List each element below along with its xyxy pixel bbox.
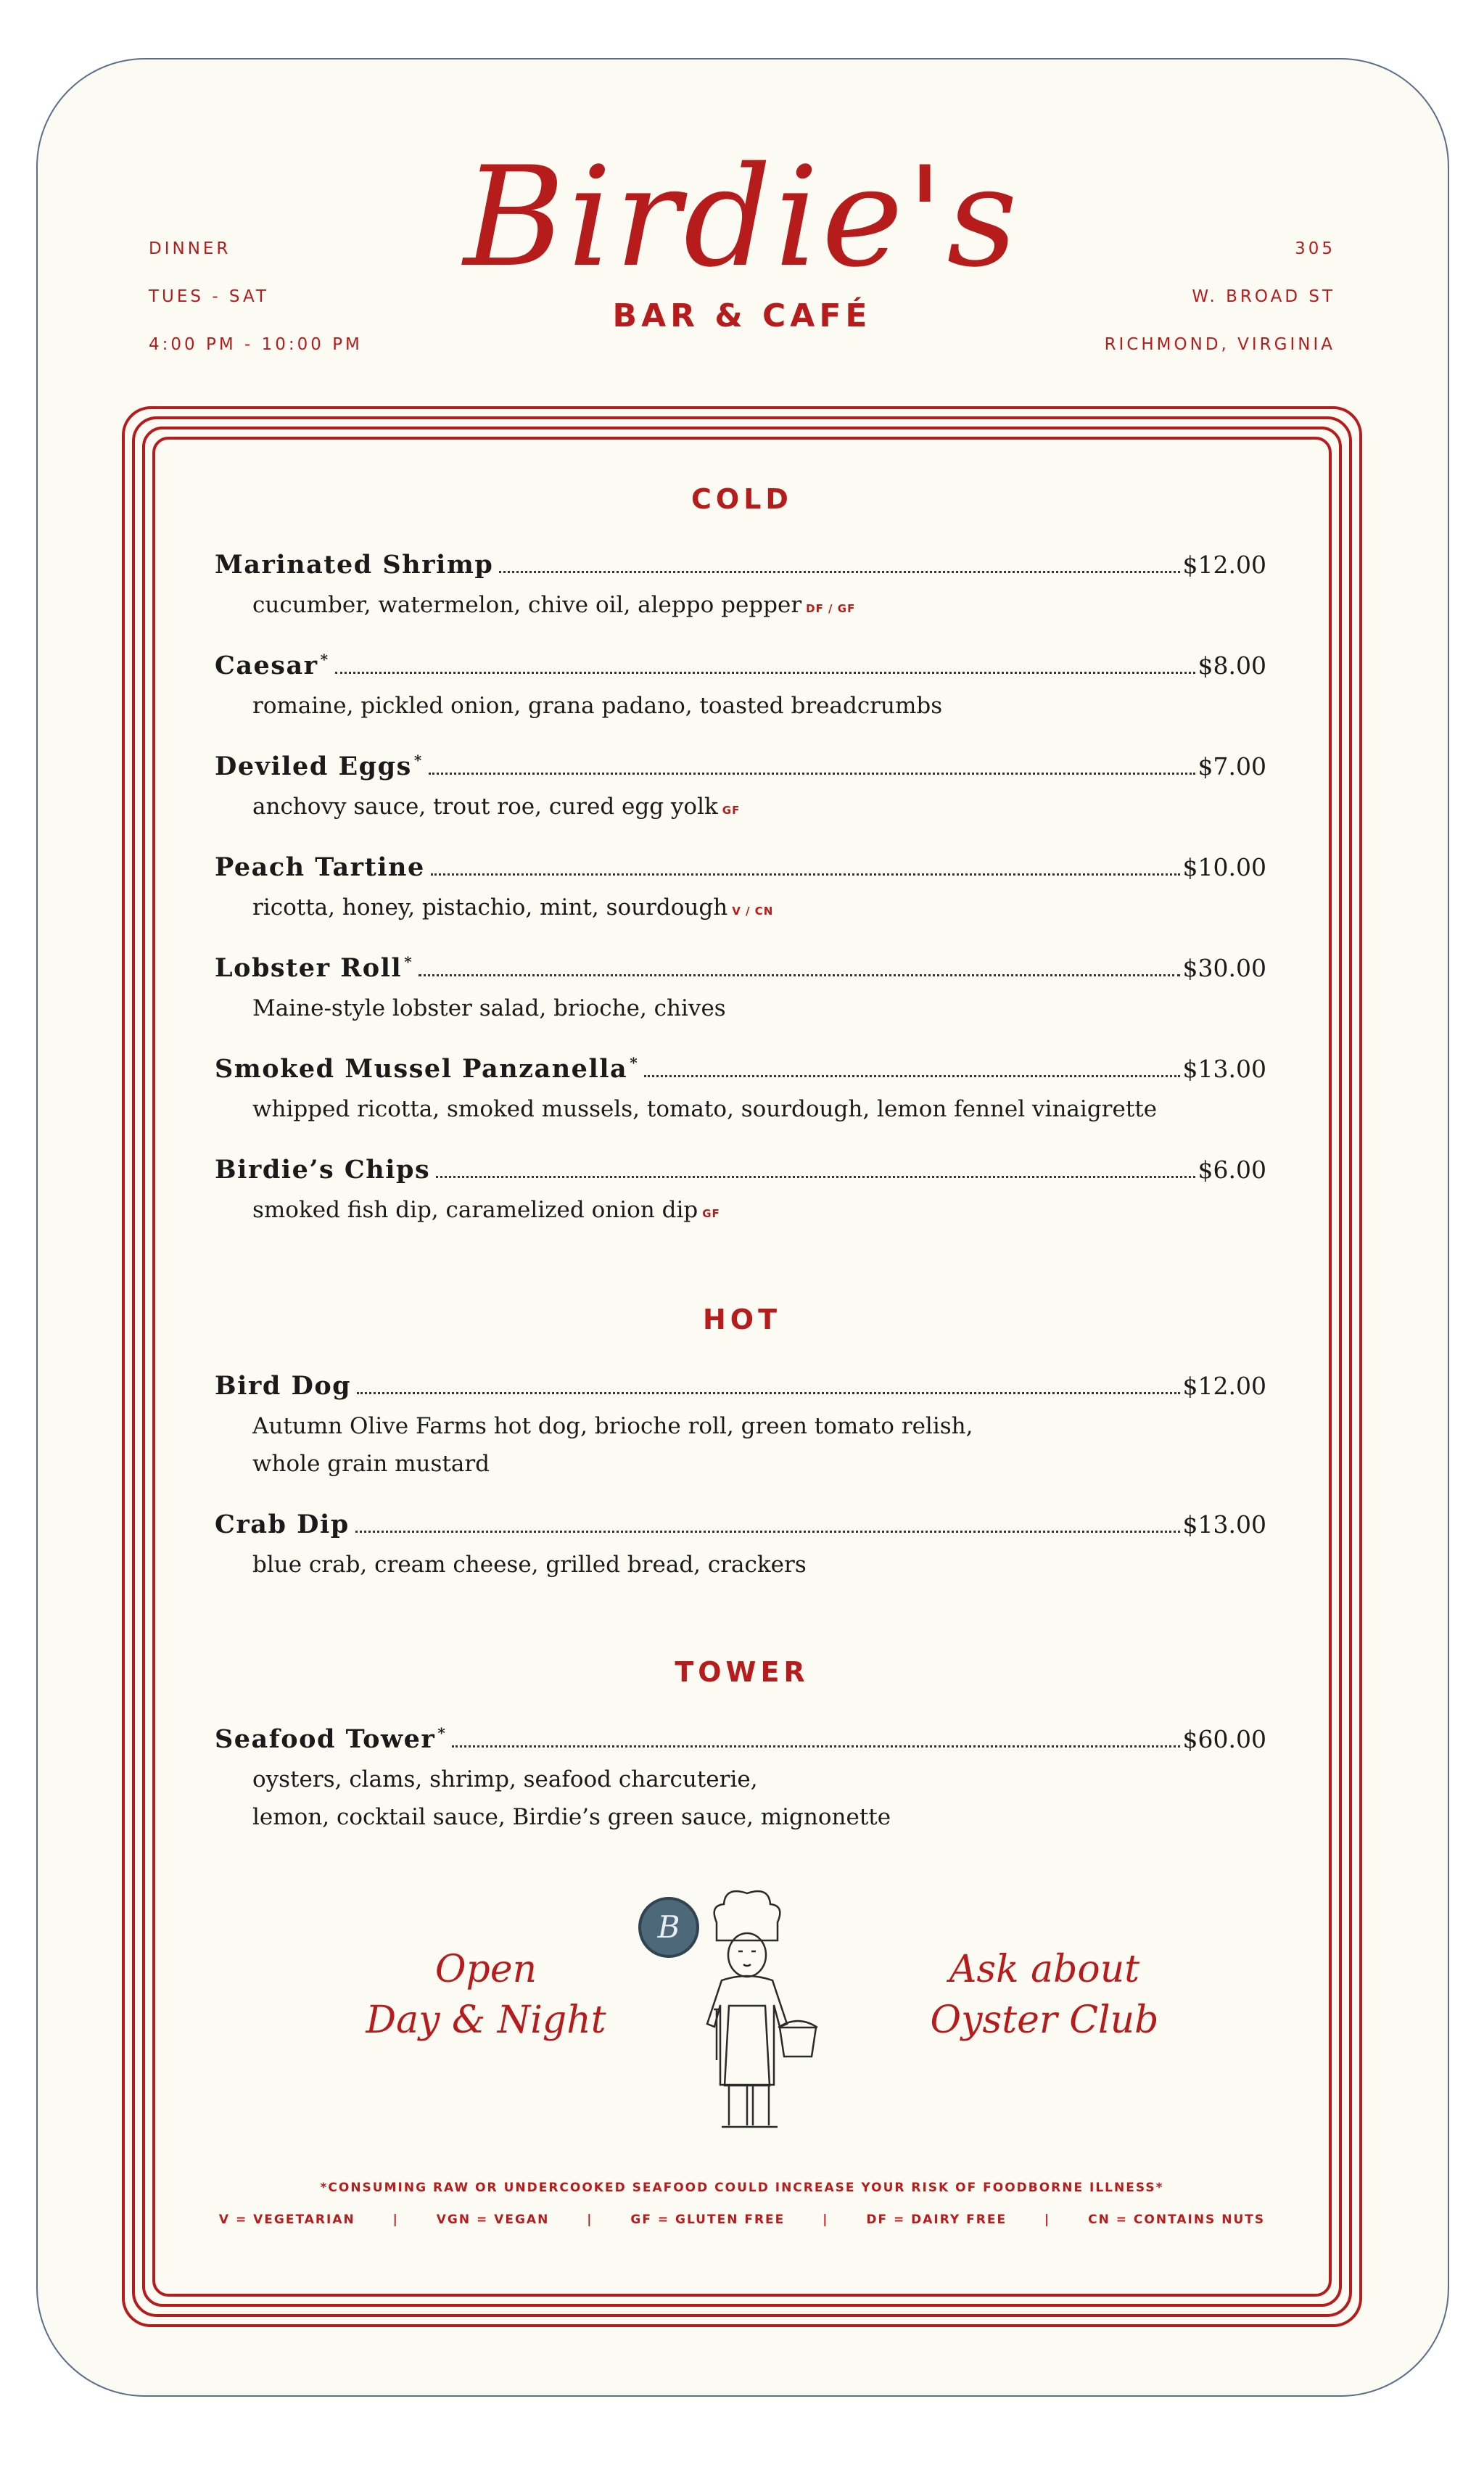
menu-item <box>215 550 1266 627</box>
logo-badge <box>638 1897 699 1958</box>
address-street: W. BROAD ST <box>1192 287 1335 306</box>
dot-leader <box>644 1075 1179 1077</box>
diet-tag: V / CN <box>732 905 774 918</box>
menu-item <box>215 1724 1266 1836</box>
item-price: $6.00 <box>1197 1156 1266 1184</box>
raw-warning-star: * <box>437 1724 447 1742</box>
item-price: $13.00 <box>1182 1510 1266 1539</box>
item-name: Marinated Shrimp <box>215 550 494 580</box>
menu-item-head <box>215 1371 1266 1407</box>
item-name: Birdie’s Chips <box>215 1155 431 1185</box>
item-description-text: cucumber, watermelon, chive oil, aleppo pepper <box>252 592 802 618</box>
menu-item <box>215 1510 1266 1584</box>
item-name: Peach Tartine <box>215 852 425 882</box>
diet-tag: GF <box>702 1207 720 1220</box>
dot-leader <box>335 672 1195 674</box>
item-name: Smoked Mussel Panzanella * <box>215 1054 639 1084</box>
logo-subtitle: BAR & CAFÉ <box>612 297 872 334</box>
legend-separator: | <box>392 2212 399 2227</box>
item-price: $12.00 <box>1182 551 1266 579</box>
promo-line: Ask about <box>949 1948 1140 1991</box>
menu-item-head <box>215 1155 1266 1191</box>
item-description-text: whipped ricotta, smoked mussels, tomato, sourdough, lemon fennel vinaigrette <box>252 1096 1158 1122</box>
item-description <box>215 1407 1266 1483</box>
item-description <box>215 1546 1266 1584</box>
menu-item <box>215 651 1266 725</box>
dot-leader <box>419 974 1179 976</box>
dot-leader <box>499 571 1179 573</box>
diet-legend <box>0 2212 1484 2227</box>
item-name: Seafood Tower * <box>215 1724 447 1754</box>
badge-letter: B <box>657 1909 680 1945</box>
dot-leader <box>431 873 1180 876</box>
menu-item-head <box>215 953 1266 989</box>
item-price: $7.00 <box>1197 752 1266 781</box>
hours-days: TUES - SAT <box>149 287 269 306</box>
diet-tag: DF / GF <box>806 602 856 615</box>
promo-open-day-night <box>341 1944 631 2046</box>
legend-entry: V = VEGETARIAN <box>218 2212 355 2227</box>
item-description <box>215 1090 1266 1128</box>
item-description <box>215 788 1266 829</box>
menu-item <box>215 1155 1266 1232</box>
hours-time: 4:00 PM - 10:00 PM <box>149 335 363 354</box>
foodborne-warning: *CONSUMING RAW OR UNDERCOOKED SEAFOOD COULD INCREASE YOUR RISK OF FOODBORNE ILLNESS* <box>320 2181 1164 2195</box>
menu-item-head <box>215 852 1266 889</box>
legend-entry: GF = GLUTEN FREE <box>630 2212 786 2227</box>
item-name: Crab Dip <box>215 1510 350 1539</box>
menu-item-head <box>215 651 1266 687</box>
hours-meal: DINNER <box>149 239 231 258</box>
promo-line: Oyster Club <box>930 1998 1159 2042</box>
address-number: 305 <box>1295 239 1335 258</box>
item-name: Bird Dog <box>215 1371 352 1401</box>
item-name: Caesar * <box>215 651 329 680</box>
item-description-line: Autumn Olive Farms hot dog, brioche roll, green tomato relish, <box>252 1413 973 1439</box>
section-title-cold: COLD <box>691 483 793 515</box>
raw-warning-star: * <box>413 752 423 770</box>
item-description-line: lemon, cocktail sauce, Birdie’s green sauce, mignonette <box>252 1804 891 1830</box>
item-price: $12.00 <box>1182 1372 1266 1400</box>
item-description-text: anchovy sauce, trout roe, cured egg yolk <box>252 794 718 820</box>
legend-entry: DF = DAIRY FREE <box>866 2212 1007 2227</box>
menu-item <box>215 752 1266 829</box>
item-description <box>215 989 1266 1027</box>
menu-item-head <box>215 550 1266 586</box>
item-name: Lobster Roll * <box>215 953 413 983</box>
item-description <box>215 1761 1266 1836</box>
item-description <box>215 1191 1266 1232</box>
menu-item <box>215 953 1266 1027</box>
item-description <box>215 586 1266 627</box>
item-description <box>215 687 1266 725</box>
menu-item-head <box>215 1054 1266 1090</box>
promo-oyster-club <box>899 1944 1190 2046</box>
dot-leader <box>452 1745 1179 1747</box>
menu-item <box>215 852 1266 930</box>
menu-item-head <box>215 1724 1266 1761</box>
raw-warning-star: * <box>320 651 329 669</box>
logo-wordmark: Birdie's <box>463 137 1021 297</box>
promo-line: Open <box>434 1948 537 1991</box>
item-description-text: Maine-style lobster salad, brioche, chives <box>252 995 726 1021</box>
address-city: RICHMOND, VIRGINIA <box>1104 335 1335 354</box>
item-price: $8.00 <box>1197 651 1266 680</box>
section-title-tower: TOWER <box>675 1656 809 1688</box>
item-description-text: ricotta, honey, pistachio, mint, sourdough <box>252 894 728 921</box>
dot-leader <box>429 773 1195 775</box>
item-description-text: romaine, pickled onion, grana padano, toasted breadcrumbs <box>252 693 943 719</box>
legend-entry: CN = CONTAINS NUTS <box>1088 2212 1266 2227</box>
item-description-line: oysters, clams, shrimp, seafood charcuterie, <box>252 1766 758 1792</box>
item-price: $13.00 <box>1182 1055 1266 1083</box>
menu-item <box>215 1371 1266 1483</box>
item-description-line: whole grain mustard <box>252 1451 490 1477</box>
menu-item-head <box>215 1510 1266 1546</box>
dot-leader <box>357 1392 1179 1394</box>
legend-separator: | <box>823 2212 829 2227</box>
legend-separator: | <box>587 2212 593 2227</box>
item-name: Deviled Eggs * <box>215 752 423 781</box>
menu-item-head <box>215 752 1266 788</box>
diet-tag: GF <box>722 804 741 817</box>
dot-leader <box>355 1531 1180 1533</box>
promo-line: Day & Night <box>366 1998 606 2042</box>
dot-leader <box>436 1176 1195 1178</box>
legend-separator: | <box>1044 2212 1051 2227</box>
item-description-text: blue crab, cream cheese, grilled bread, crackers <box>252 1552 807 1578</box>
menu-item <box>215 1054 1266 1128</box>
item-description <box>215 889 1266 930</box>
item-description-text: smoked fish dip, caramelized onion dip <box>252 1197 698 1223</box>
logo <box>0 134 1484 301</box>
item-price: $10.00 <box>1182 853 1266 881</box>
section-title-hot: HOT <box>702 1304 782 1335</box>
item-price: $30.00 <box>1182 954 1266 982</box>
item-price: $60.00 <box>1182 1725 1266 1753</box>
legend-entry: VGN = VEGAN <box>436 2212 550 2227</box>
raw-warning-star: * <box>404 953 413 971</box>
raw-warning-star: * <box>630 1054 639 1072</box>
